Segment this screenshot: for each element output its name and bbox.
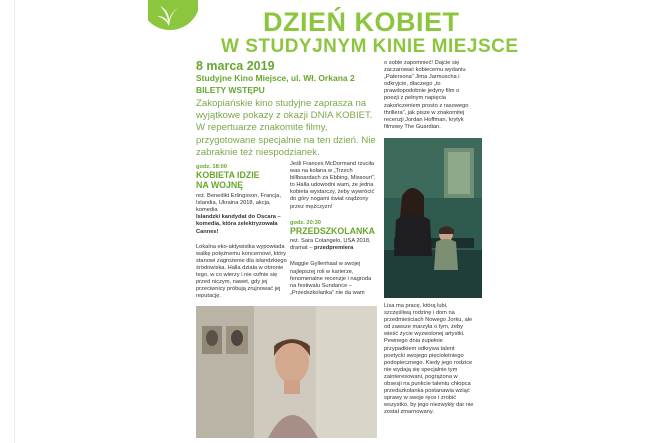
film2-review: o sobie zapomnieć! Dajcie się zaczarować kobiecemu wydaniu „Patersona” Jima Jarmuscha i odkryjcie, dlaczego „to prawdopodobnie jedyny film o poezji z pełnym napięcia zakończeniem prosto z rasowego thrillera”, jak pisze w znakomitej recenzji Jordan Hoffman, krytyk filmowy The Guardian. bbox=[384, 60, 469, 130]
page-title: DZIEŃ KOBIET bbox=[263, 7, 460, 37]
film1-column bbox=[196, 164, 288, 306]
event-venue: Studyjne Kino Miejsce, ul. Wł. Orkana 2 bbox=[196, 73, 355, 83]
film2-synopsis: Lisa ma pracę, którą lubi, szczęśliwą rodzinę i dom na przedmieściach Nowego Jorku, ale od zawsze marzyła o tym, żeby wieść życie wyzwolonej artystki. Pewnego dnia zupełnie przypadkiem odkrywa talent poetycki swojego pięcioletniego podopiecznego. Kiedy jego rodzice nie wydają się specjalnie tym zainteresowani, pogrążona w obsesji na punkcie talentu chłopca przedszkolanka postanawia wziąć sprawy w swoje ręce i zrobić wszystko, by jego niezwykły dar nie został zmarnowany. bbox=[384, 303, 474, 416]
film1-time: godz. 18:00 bbox=[196, 164, 227, 170]
film2-meta: reż. Sara Colangelo, USA 2018, dramat – bbox=[290, 238, 371, 252]
film2-description: Maggie Gyllenhaal w swojej najlepszej roli w karierze, fenomenalne recenzje i nagroda na festiwalu Sundance – „Przedszkolanka” nie da wam bbox=[290, 261, 372, 296]
film2-title: PRZEDSZKOLANKA bbox=[290, 225, 376, 236]
film1-description: Lokalna eko-aktywistka wypowiada walkę potężnemu koncernowi, który stanowi zagrożenie dla islandzkiego środowiska. Halla działa w obronie tego, w co wierzy i nie cofnie się przed niczym, nawet, gdy jej przeciwnicy próbują zrujnować jej reputację. bbox=[196, 243, 287, 300]
film2-time: godz. 20:30 bbox=[290, 219, 321, 226]
event-date: 8 marca 2019 bbox=[196, 59, 275, 73]
film1-award: Islandzki kandydat do Oscara – komedia, która zelektryzowała Cannes! bbox=[196, 214, 281, 235]
film1-quote: Jeśli Frances McDormand rzuciła was na kolana w „Trzech billboardach za Ebbing, Missouri”, to Halla udowodni wam, że jedna kobieta wystarczy, żeby wywrócić do góry nogami świat rządzony przez mężczyzn! bbox=[290, 161, 376, 210]
przedszkolanka-still bbox=[384, 138, 482, 298]
film2-premiere: przedpremiera bbox=[314, 245, 354, 252]
film1-title-line1: KOBIETA IDZIE bbox=[196, 170, 260, 181]
page-edge-line bbox=[14, 0, 15, 443]
kobieta-idzie-na-wojne-still bbox=[196, 306, 377, 438]
film2-text-top bbox=[384, 60, 474, 137]
page-subtitle: W STUDYJNYM KINIE MIEJSCE bbox=[221, 36, 519, 57]
intro-paragraph: Zakopiańskie kino studyjne zaprasza na wyjątkowe pokazy z okazji DNIA KOBIET. W repertuarze znakomite filmy, przygotowane specjalnie na ten dzień. Nie zabraknie też niespodzianek. bbox=[196, 98, 376, 158]
film2-column bbox=[290, 161, 378, 303]
event-tickets: BILETY WSTĘPU bbox=[196, 85, 265, 95]
film1-title-line2: NA WOJNĘ bbox=[196, 179, 244, 190]
leaf-logo bbox=[148, 0, 198, 30]
film1-meta: reż. Benedikt Erlingsson, Francja, Islandia, Ukraina 2018, akcja, komedia bbox=[196, 193, 282, 214]
event-info bbox=[196, 60, 355, 96]
film2-text-bottom bbox=[384, 303, 474, 423]
leaf-icon bbox=[154, 2, 184, 28]
